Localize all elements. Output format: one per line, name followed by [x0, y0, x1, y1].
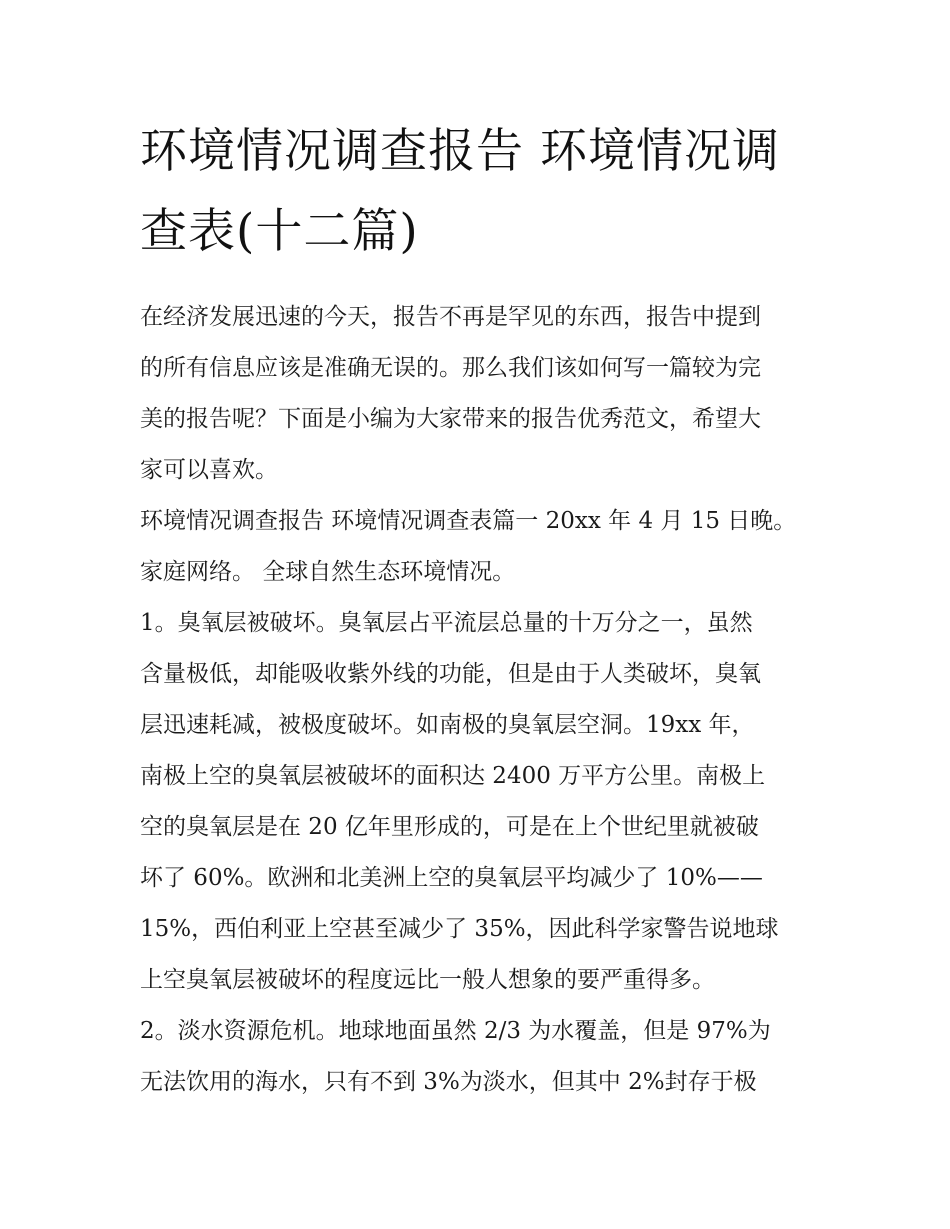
- title-line-2: 查表(十二篇): [140, 204, 419, 259]
- text-line: 家庭网络。 全球自然生态环境情况。: [140, 559, 516, 585]
- text-line: 南极上空的臭氧层被破坏的面积达 2400 万平方公里。南极上: [140, 763, 766, 789]
- text-line: 家可以喜欢。: [140, 457, 278, 483]
- document-content: [140, 112, 815, 1108]
- text-line: 美的报告呢？下面是小编为大家带来的报告优秀范文，希望大: [140, 406, 761, 432]
- text-line: 层迅速耗减，被极度破坏。如南极的臭氧层空洞。19xx 年，: [140, 712, 755, 738]
- paragraph-section-header: [140, 496, 815, 598]
- text-line: 坏了 60%。欧洲和北美洲上空的臭氧层平均减少了 10%——: [140, 865, 763, 891]
- text-line: 1。臭氧层被破坏。臭氧层占平流层总量的十万分之一，虽然: [140, 610, 753, 636]
- paragraph-ozone: [140, 598, 815, 1006]
- paragraph-freshwater: [140, 1006, 815, 1108]
- document-body: [140, 292, 815, 1108]
- text-line: 15%，西伯利亚上空甚至减少了 35%，因此科学家警告说地球: [140, 916, 779, 942]
- text-line: 空的臭氧层是在 20 亿年里形成的，可是在上个世纪里就被破: [140, 814, 759, 840]
- text-line: 上空臭氧层被破坏的程度远比一般人想象的要严重得多。: [140, 967, 715, 993]
- text-line: 含量极低，却能吸收紫外线的功能，但是由于人类破坏，臭氧: [140, 661, 761, 687]
- text-line: 在经济发展迅速的今天，报告不再是罕见的东西，报告中提到: [140, 304, 761, 330]
- text-line: 无法饮用的海水，只有不到 3%为淡水，但其中 2%封存于极: [140, 1069, 757, 1095]
- paragraph-intro: [140, 292, 815, 496]
- text-line: 的所有信息应该是准确无误的。那么我们该如何写一篇较为完: [140, 355, 761, 381]
- text-line: 2。淡水资源危机。地球地面虽然 2/3 为水覆盖，但是 97%为: [140, 1018, 771, 1044]
- document-title: [140, 112, 815, 272]
- title-line-1: 环境情况调查报告 环境情况调: [140, 124, 780, 179]
- text-line: 环境情况调查报告 环境情况调查表篇一 20xx 年 4 月 15 日晚。: [140, 508, 797, 534]
